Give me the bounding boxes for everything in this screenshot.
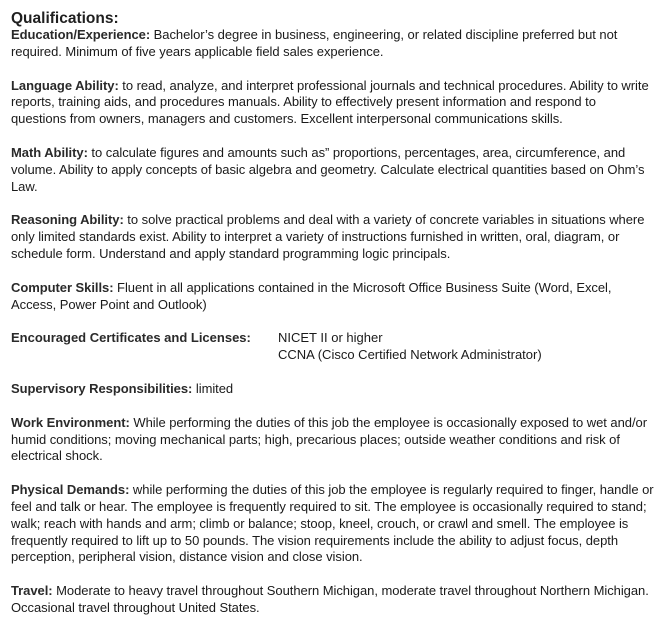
section-text: limited: [192, 380, 234, 396]
section-label: Work Environment:: [11, 414, 130, 430]
section-text: to calculate figures and amounts such as” proportions, percentages, area, circumference, and volume. Ability to apply concepts of basic algebra and geometry. Calculate electrical quantities based on Ohm’s Law.: [11, 144, 645, 194]
section-text: while performing the duties of this job the employee is regularly required to finger, handle or feel and talk or hear. The employee is frequently required to sit. The employee is occasionally required to stand; walk; reach with hands and arm; climb or balance; stoop, kneel, crouch, or crawl and smell. The employee is frequently required to lift up to 50 pounds. The vision requirements include the ability to adjust focus, depth perception, peripheral vision, distance vision and close vision.: [11, 482, 654, 565]
section-label: Travel:: [11, 583, 53, 599]
section-text: to solve practical problems and deal with a variety of concrete variables in situations where only limited standards exist. Ability to interpret a variety of instructions furnished in written, oral, diagram, or schedule form. Understand and apply standard programming logic principals.: [11, 212, 645, 261]
section-text: Bachelor’s degree in business, engineering, or related discipline preferred but not required. Minimum of five years applicable field sales experience.: [11, 27, 618, 59]
section-label: Computer Skills:: [11, 279, 114, 295]
section-text: While performing the duties of this job the employee is occasionally exposed to wet and/or humid conditions; moving mechanical parts; high, precarious places; outside weather conditions and risk of electrical shock.: [11, 414, 647, 464]
section-label: Education/Experience:: [11, 27, 151, 42]
education-experience-section: [11, 27, 654, 61]
math-ability-section: [11, 145, 654, 195]
section-text: Fluent in all applications contained in the Microsoft Office Business Suite (Word, Excel, Access, Power Point and Outlook): [11, 279, 612, 312]
certificate-item: NICET II or higher: [278, 330, 383, 346]
section-label: Reasoning Ability:: [11, 212, 124, 228]
section-text: to read, analyze, and interpret professional journals and technical procedures. Ability to write reports, training aids, and procedures manuals. Ability to effectively present information and respond to questions from owners, managers and customers. Excellent interpersonal communications skills.: [11, 77, 649, 127]
certificate-item: CCNA (Cisco Certified Network Administrator): [278, 347, 542, 363]
section-label: Physical Demands:: [11, 482, 130, 498]
qualifications-document: [11, 10, 654, 617]
computer-skills-section: [11, 280, 654, 314]
section-label: Supervisory Responsibilities:: [11, 380, 193, 396]
section-text: Moderate to heavy travel throughout Southern Michigan, moderate travel throughout Northern Michigan. Occasional travel throughout United States.: [11, 583, 649, 615]
reasoning-ability-section: [11, 212, 654, 262]
section-label: Math Ability:: [11, 144, 88, 160]
physical-demands-section: [11, 482, 654, 566]
travel-section: [11, 583, 654, 617]
supervisory-responsibilities-section: [11, 381, 654, 398]
certificates-section: [11, 330, 654, 364]
section-label: Language Ability:: [11, 77, 119, 93]
section-label: Encouraged Certificates and Licenses:: [11, 330, 251, 346]
language-ability-section: [11, 78, 654, 128]
work-environment-section: [11, 415, 654, 465]
certificates-list: [278, 330, 542, 364]
page-title: Qualifications:: [11, 10, 119, 27]
